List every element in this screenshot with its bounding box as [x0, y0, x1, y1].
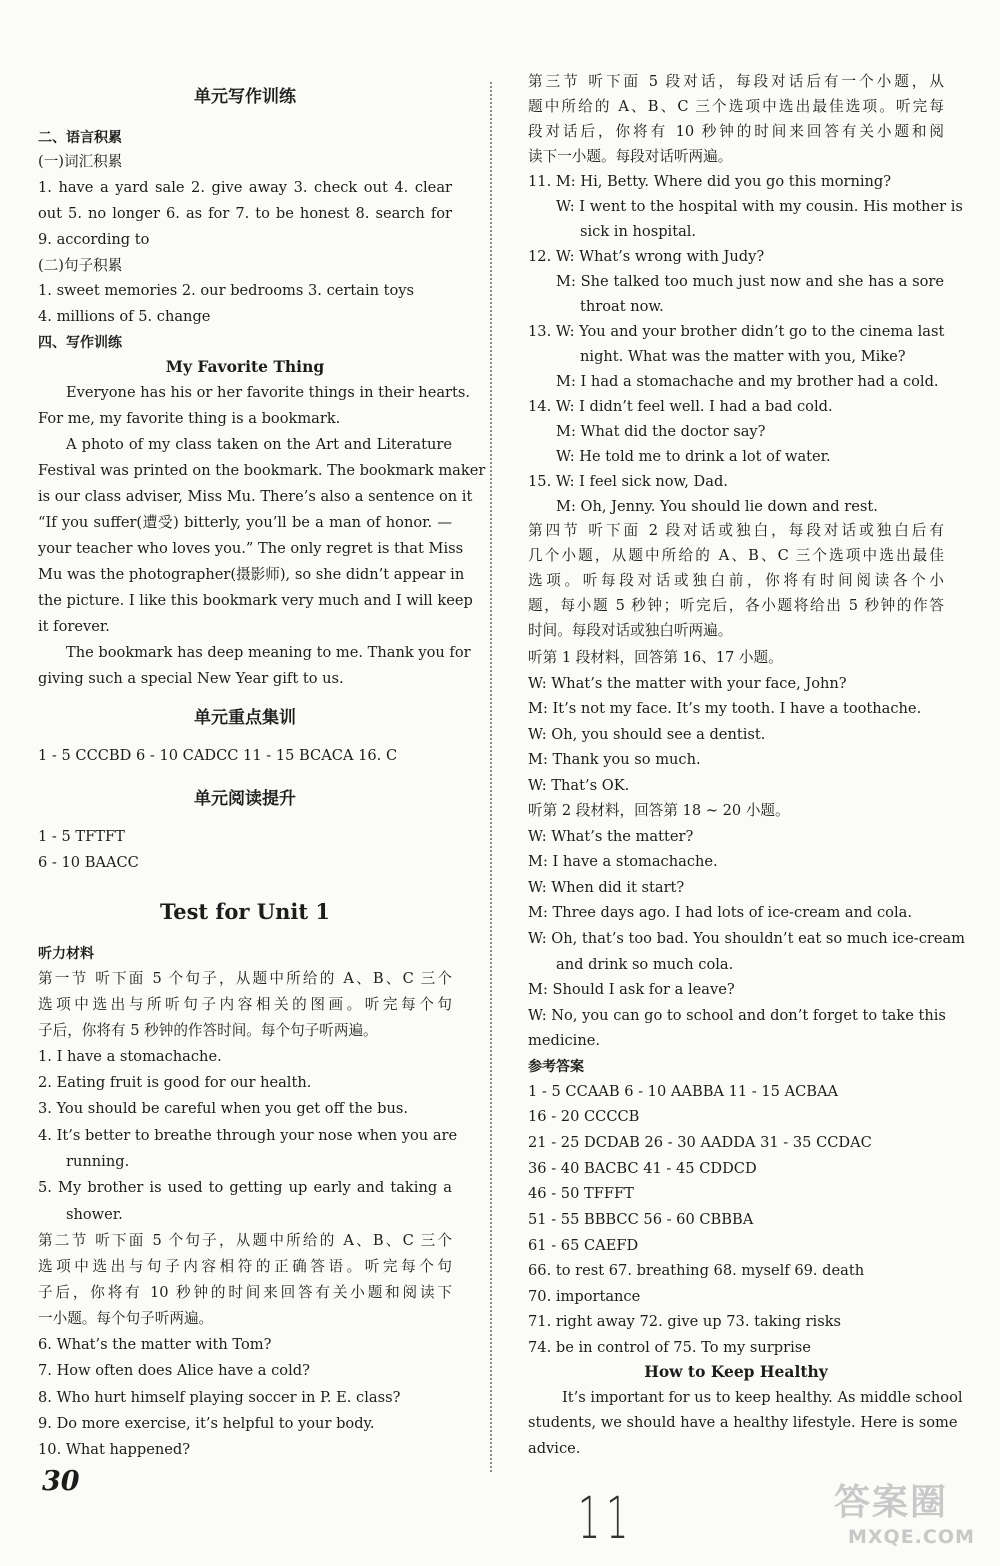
- left-text-line: is our class adviser, Miss Mu. There’s also a sentence on it: [38, 488, 473, 505]
- right-text-line: night. What was the matter with you, Mike?: [580, 348, 906, 365]
- handwritten-mark: 11: [578, 1484, 635, 1552]
- right-text-line: 61 - 65 CAEFD: [528, 1237, 639, 1254]
- left-text-line: 1 - 5 TFTFT: [38, 828, 125, 845]
- right-text-line: 21 - 25 DCDAB 26 - 30 AADDA 31 - 35 CCDAC: [528, 1134, 872, 1151]
- right-text-line: 16 - 20 CCCCB: [528, 1108, 640, 1125]
- left-text-line: 6 - 10 BAACC: [38, 854, 139, 871]
- left-text-line: Everyone has his or her favorite things in their hearts.: [66, 384, 471, 401]
- left-text-line: My Favorite Thing: [165, 357, 325, 376]
- right-text-line: M: It’s not my face. It’s my tooth. I have a toothache.: [528, 700, 922, 717]
- right-text-line: 46 - 50 TFFFT: [528, 1185, 634, 1202]
- left-text-line: 选项中选出与所听句子内容相关的图画。听完每个句: [38, 996, 452, 1013]
- left-text-line: the picture. I like this bookmark very much and I will keep: [38, 592, 473, 609]
- right-text-line: 时间。每段对话或独白听两遍。: [528, 622, 733, 639]
- left-text-line: 选项中选出与句子内容相符的正确答语。听完每个句: [38, 1258, 452, 1275]
- left-text-line: shower.: [66, 1206, 123, 1223]
- right-text-line: 66. to rest 67. breathing 68. myself 69. death: [528, 1262, 865, 1279]
- watermark-logo: [834, 1480, 992, 1560]
- right-text-line: W: Oh, that’s too bad. You shouldn’t eat so much ice-cream: [528, 930, 966, 947]
- right-text-line: 题，每小题 5 秒钟；听完后，各小题将给出 5 秒钟的作答: [528, 597, 944, 614]
- right-text-line: advice.: [528, 1440, 581, 1457]
- right-text-line: W: I went to the hospital with my cousin. His mother is: [556, 198, 963, 215]
- left-text-line: 9. according to: [38, 231, 150, 248]
- left-text-line: Test for Unit 1: [159, 899, 330, 924]
- column-divider: [490, 82, 492, 1472]
- right-text-line: M: Should I ask for a leave?: [528, 981, 735, 998]
- right-text-line: M: Three days ago. I had lots of ice-cream and cola.: [528, 904, 912, 921]
- right-text-line: W: No, you can go to school and don’t forget to take this: [528, 1007, 946, 1024]
- left-text-line: (二)句子积累: [38, 257, 123, 274]
- left-text-line: 2. Eating fruit is good for our health.: [38, 1074, 312, 1091]
- left-text-line: 6. What’s the matter with Tom?: [38, 1336, 272, 1353]
- right-text-line: W: He told me to drink a lot of water.: [556, 448, 831, 465]
- right-text-line: 12. W: What’s wrong with Judy?: [528, 248, 765, 265]
- left-text-line: 1. sweet memories 2. our bedrooms 3. certain toys: [38, 282, 415, 299]
- left-text-line: running.: [66, 1153, 130, 1170]
- left-text-line: 4. millions of 5. change: [38, 308, 211, 325]
- left-text-line: Festival was printed on the bookmark. The bookmark maker: [38, 462, 486, 479]
- left-text-line: 单元阅读提升: [194, 789, 296, 809]
- right-text-line: W: When did it start?: [528, 879, 685, 896]
- left-text-line: 8. Who hurt himself playing soccer in P. E. class?: [38, 1389, 401, 1406]
- left-text-line: 7. How often does Alice have a cold?: [38, 1362, 310, 1379]
- right-text-line: 71. right away 72. give up 73. taking risks: [528, 1313, 842, 1330]
- right-text-line: 读下一小题。每段对话听两遍。: [528, 148, 733, 165]
- right-text-line: 题中所给的 A、B、C 三个选项中选出最佳选项。听完每: [528, 98, 944, 115]
- right-text-line: 几个小题，从题中所给的 A、B、C 三个选项中选出最佳: [528, 547, 944, 564]
- left-text-line: 1 - 5 CCCBD 6 - 10 CADCC 11 - 15 BCACA 16. C: [38, 747, 398, 764]
- right-text-line: 听第 1 段材料，回答第 16、17 小题。: [528, 649, 783, 666]
- left-text-line: out 5. no longer 6. as for 7. to be honest 8. search for: [38, 205, 452, 222]
- left-text-line: 四、写作训练: [38, 335, 122, 351]
- left-text-line: 听力材料: [38, 946, 94, 962]
- right-text-line: 参考答案: [528, 1059, 584, 1075]
- right-text-line: 51 - 55 BBBCC 56 - 60 CBBBA: [528, 1211, 754, 1228]
- right-text-line: throat now.: [580, 298, 664, 315]
- left-text-line: “If you suffer(遭受) bitterly, you’ll be a man of honor. —: [38, 514, 452, 531]
- left-text-line: it forever.: [38, 618, 110, 635]
- left-text-line: The bookmark has deep meaning to me. Thank you for: [66, 644, 471, 661]
- right-text-line: 选项。听每段对话或独白前，你将有时间阅读各个小: [528, 572, 944, 589]
- watermark-top: 答案圈: [834, 1482, 949, 1523]
- left-text-line: 第一节 听下面 5 个句子，从题中所给的 A、B、C 三个: [38, 970, 452, 987]
- right-text-line: 14. W: I didn’t feel well. I had a bad cold.: [528, 398, 833, 415]
- right-text-line: It’s important for us to keep healthy. As middle school: [562, 1389, 963, 1406]
- left-text-line: 第二节 听下面 5 个句子，从题中所给的 A、B、C 三个: [38, 1232, 452, 1249]
- left-text-line: your teacher who loves you.” The only regret is that Miss: [38, 540, 464, 557]
- right-text-line: W: What’s the matter?: [528, 828, 694, 845]
- left-text-line: 10. What happened?: [38, 1441, 191, 1458]
- right-text-line: 13. W: You and your brother didn’t go to the cinema last: [528, 323, 945, 340]
- left-text-line: 1. I have a stomachache.: [38, 1048, 222, 1065]
- left-text-line: For me, my favorite thing is a bookmark.: [38, 410, 341, 427]
- right-text-line: 74. be in control of 75. To my surprise: [528, 1339, 811, 1356]
- right-text-line: and drink so much cola.: [556, 956, 734, 973]
- left-text-line: 二、语言积累: [38, 130, 122, 146]
- right-text-line: M: Oh, Jenny. You should lie down and rest.: [556, 498, 878, 515]
- right-text-line: students, we should have a healthy lifestyle. Here is some: [528, 1414, 958, 1431]
- left-text-line: 一小题。每个句子听两遍。: [38, 1310, 214, 1327]
- right-text-line: 15. W: I feel sick now, Dad.: [528, 473, 728, 490]
- right-text-line: 36 - 40 BACBC 41 - 45 CDDCD: [528, 1160, 757, 1177]
- left-text-line: 9. Do more exercise, it’s helpful to your body.: [38, 1415, 375, 1432]
- right-text-line: sick in hospital.: [580, 223, 697, 240]
- right-text-line: 第四节 听下面 2 段对话或独白，每段对话或独白后有: [528, 522, 944, 539]
- left-text-line: 单元写作训练: [194, 87, 296, 107]
- left-text-line: giving such a special New Year gift to us.: [38, 670, 344, 687]
- right-text-line: M: I have a stomachache.: [528, 853, 718, 870]
- left-text-line: 单元重点集训: [194, 708, 296, 728]
- right-text-line: M: She talked too much just now and she has a sore: [556, 273, 944, 290]
- left-text-line: (一)词汇积累: [38, 153, 123, 170]
- watermark-bottom: MXQE.COM: [848, 1526, 975, 1548]
- right-text-line: 1 - 5 CCAAB 6 - 10 AABBA 11 - 15 ACBAA: [528, 1083, 839, 1100]
- right-text-line: W: That’s OK.: [528, 777, 630, 794]
- right-text-line: 段对话后，你将有 10 秒钟的时间来回答有关小题和阅: [528, 123, 944, 140]
- left-text-line: 子后，你将有 5 秒钟的作答时间。每个句子听两遍。: [38, 1022, 378, 1039]
- right-text-line: 70. importance: [528, 1288, 641, 1305]
- left-text-line: 1. have a yard sale 2. give away 3. check out 4. clear: [38, 179, 452, 196]
- right-text-line: 听第 2 段材料，回答第 18 ~ 20 小题。: [528, 802, 790, 819]
- right-text-line: W: What’s the matter with your face, John?: [528, 675, 847, 692]
- left-text-line: 3. You should be careful when you get off the bus.: [38, 1100, 409, 1117]
- right-text-line: M: Thank you so much.: [528, 751, 701, 768]
- page-number: 30: [42, 1466, 80, 1497]
- right-text-line: 第三节 听下面 5 段对话，每段对话后有一个小题，从: [528, 73, 944, 90]
- left-text-line: A photo of my class taken on the Art and Literature: [66, 436, 452, 453]
- right-text-line: M: I had a stomachache and my brother had a cold.: [556, 373, 939, 390]
- right-text-line: W: Oh, you should see a dentist.: [528, 726, 766, 743]
- right-text-line: 11. M: Hi, Betty. Where did you go this morning?: [528, 173, 892, 190]
- left-text-line: Mu was the photographer(摄影师), so she didn’t appear in: [38, 566, 465, 583]
- right-text-line: medicine.: [528, 1032, 600, 1049]
- left-text-line: 子后，你将有 10 秒钟的时间来回答有关小题和阅读下: [38, 1284, 452, 1301]
- left-text-line: 5. My brother is used to getting up early and taking a: [38, 1179, 452, 1196]
- left-text-line: 4. It’s better to breathe through your nose when you are: [38, 1127, 458, 1144]
- right-text-line: M: What did the doctor say?: [556, 423, 766, 440]
- right-text-line: How to Keep Healthy: [644, 1362, 828, 1381]
